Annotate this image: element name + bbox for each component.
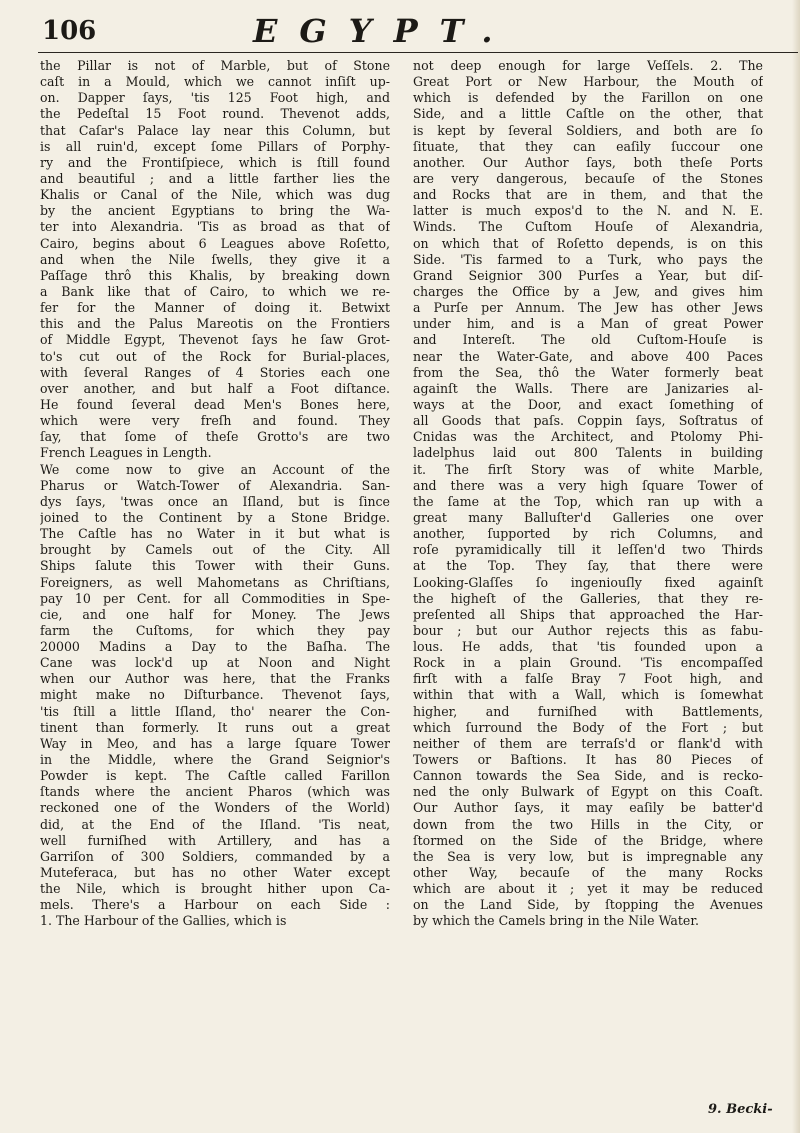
text-line: againſt the Walls. There are Janizaries al- — [413, 380, 763, 396]
text-line: and there was a very high ſquare Tower of — [413, 477, 763, 493]
text-line: within that with a Wall, which is ſomewhat — [413, 687, 763, 703]
left-text-column — [40, 58, 390, 930]
text-line: ſay, that ſome of theſe Grotto's are two — [40, 429, 390, 445]
text-line: well furniſhed with Artillery, and has a — [40, 832, 390, 848]
text-line: Winds. The Cuſtom Houſe of Alexandria, — [413, 219, 763, 235]
text-line: dys ſays, 'twas once an Iſland, but is ſince — [40, 493, 390, 509]
text-line: Looking-Glaſſes ſo ingeniouſly fixed againſt — [413, 574, 763, 590]
running-title: EGYPT. — [253, 12, 515, 50]
text-line: ned the only Bulwark of Egypt on this Coaſt. — [413, 784, 763, 800]
text-line: ſtormed on the Side of the Bridge, where — [413, 832, 763, 848]
text-line: another. Our Author ſays, both theſe Ports — [413, 154, 763, 170]
text-line: a Bank like that of Cairo, to which we re- — [40, 283, 390, 299]
text-line: which are about it ; yet it may be reduced — [413, 881, 763, 897]
text-line: in the Middle, where the Grand Seignior's — [40, 752, 390, 768]
text-line: Powder is kept. The Caſtle called Farillon — [40, 768, 390, 784]
text-line: and Intereſt. The old Cuſtom-Houſe is — [413, 332, 763, 348]
text-line: Great Port or New Harbour, the Mouth of — [413, 74, 763, 90]
text-line: lous. He adds, that 'tis founded upon a — [413, 639, 763, 655]
text-line: which is defended by the Farillon on one — [413, 90, 763, 106]
text-line: Pharus or Watch-Tower of Alexandria. San- — [40, 477, 390, 493]
text-line: and beautiful ; and a little farther lies the — [40, 170, 390, 186]
text-line: brought by Camels out of the City. All — [40, 542, 390, 558]
text-line: near the Water-Gate, and above 400 Paces — [413, 348, 763, 364]
text-line: which were very freſh and found. They — [40, 413, 390, 429]
text-line: Cairo, begins about 6 Leagues above Roſetto, — [40, 235, 390, 251]
text-line: 1. The Harbour of the Gallies, which is — [40, 913, 287, 929]
text-line: Paſſage thrô this Khalis, by breaking down — [40, 267, 390, 283]
text-line: on. Dapper ſays, 'tis 125 Foot high, and — [40, 90, 390, 106]
text-line: Our Author ſays, it may eaſily be batter'd — [413, 800, 763, 816]
text-line: mels. There's a Harbour on each Side : — [40, 897, 390, 913]
text-line: ry and the Frontiſpiece, which is ſtill found — [40, 154, 390, 170]
text-line: reckoned one of the Wonders of the World) — [40, 800, 390, 816]
text-line: ways at the Door, and exact ſomething of — [413, 396, 763, 412]
text-line: farm the Cuſtoms, for which they pay — [40, 622, 390, 638]
text-line: tinent than formerly. It runs out a great — [40, 719, 390, 735]
text-line: when our Author was here, that the Franks — [40, 671, 390, 687]
text-line: it. The firſt Story was of white Marble, — [413, 461, 763, 477]
text-line: Side. 'Tis farmed to a Turk, who pays the — [413, 251, 763, 267]
text-line: 20000 Madins a Day to the Baſha. The — [40, 639, 390, 655]
text-line: to's cut out of the Rock for Burial-places, — [40, 348, 390, 364]
text-line: with ſeveral Ranges of 4 Stories each one — [40, 364, 390, 380]
text-line: French Leagues in Length. — [40, 445, 212, 461]
text-line: might make no Diſturbance. Thevenot ſays, — [40, 687, 390, 703]
text-line: Towers or Baſtions. It has 80 Pieces of — [413, 752, 763, 768]
text-line: Cane was lock'd up at Noon and Night — [40, 655, 390, 671]
text-line: over another, and but half a Foot diſtance. — [40, 380, 390, 396]
text-line: We come now to give an Account of the — [40, 461, 390, 477]
text-line: and Rocks that are in them, and that the — [413, 187, 763, 203]
right-text-column — [413, 58, 763, 930]
page-number: 106 — [42, 16, 97, 46]
text-line: this and the Palus Mareotis on the Frontiers — [40, 316, 390, 332]
text-line: Grand Seignior 300 Purſes a Year, but diſ- — [413, 267, 763, 283]
text-line: latter is much expos'd to the N. and N. E. — [413, 203, 763, 219]
text-line: ſituate, that they can eaſily ſuccour one — [413, 138, 763, 154]
text-line: Cannon towards the Sea Side, and is recko- — [413, 768, 763, 784]
text-line: by which the Camels bring in the Nile Water. — [413, 913, 699, 929]
text-line: not deep enough for large Veſſels. 2. The — [413, 58, 763, 73]
text-line: ter into Alexandria. 'Tis as broad as that of — [40, 219, 390, 235]
text-line: Rock in a plain Ground. 'Tis encompaſſed — [413, 655, 763, 671]
text-line: from the Sea, thô the Water formerly beat — [413, 364, 763, 380]
text-line: Cnidas was the Architect, and Ptolomy Phi- — [413, 429, 763, 445]
text-line: Ships ſalute this Tower with their Guns. — [40, 558, 390, 574]
text-line: the Sea is very low, but is impregnable any — [413, 848, 763, 864]
page-edge-shadow — [792, 0, 800, 1133]
text-line: ladelphus laid out 800 Talents in building — [413, 445, 763, 461]
text-line: Garriſon of 300 Soldiers, commanded by a — [40, 848, 390, 864]
text-line: the Pillar is not of Marble, but of Stone — [40, 58, 390, 73]
text-line: Muteferaca, but has no other Water except — [40, 865, 390, 881]
text-line: down from the two Hills in the City, or — [413, 816, 763, 832]
text-line: and when the Nile ſwells, they give it a — [40, 251, 390, 267]
text-line: the Nile, which is brought hither upon Ca- — [40, 881, 390, 897]
text-line: ſtands where the ancient Pharos (which was — [40, 784, 390, 800]
text-line: is all ruin'd, except ſome Pillars of Porphy- — [40, 138, 390, 154]
catchword: 9. Becki- — [708, 1102, 773, 1117]
text-line: did, at the End of the Iſland. 'Tis neat, — [40, 816, 390, 832]
text-line: Way in Meo, and has a large ſquare Tower — [40, 735, 390, 751]
text-line: is kept by ſeveral Soldiers, and both are ſo — [413, 122, 763, 138]
text-line: preſented all Ships that approached the Har- — [413, 606, 763, 622]
text-line: neither of them are terraſs'd or flank'd with — [413, 735, 763, 751]
text-line: all Goods that paſs. Coppin ſays, Soſtratus of — [413, 413, 763, 429]
text-line: higher, and furniſhed with Battlements, — [413, 703, 763, 719]
text-line: Khalis or Canal of the Nile, which was dug — [40, 187, 390, 203]
text-line: roſe pyramidically till it leſſen'd two Thirds — [413, 542, 763, 558]
text-line: charges the Office by a Jew, and gives him — [413, 283, 763, 299]
text-line: a Purſe per Annum. The Jew has other Jews — [413, 300, 763, 316]
text-line: firſt with a falſe Bray 7 Foot high, and — [413, 671, 763, 687]
text-line: fer for the Manner of doing it. Betwixt — [40, 300, 390, 316]
text-line: by the ancient Egyptians to bring the Wa- — [40, 203, 390, 219]
text-line: that Caſar's Palace lay near this Column, but — [40, 122, 390, 138]
text-line: great many Balluſter'd Galleries one over — [413, 509, 763, 525]
text-line: bour ; but our Author rejects this as fabu- — [413, 622, 763, 638]
text-line: another, ſupported by rich Columns, and — [413, 526, 763, 542]
text-line: cie, and one half for Money. The Jews — [40, 606, 390, 622]
text-line: the Pedeſtal 15 Foot round. Thevenot adds, — [40, 106, 390, 122]
text-line: the higheſt of the Galleries, that they re- — [413, 590, 763, 606]
text-line: joined to the Continent by a Stone Bridge. — [40, 509, 390, 525]
text-line: which ſurround the Body of the Fort ; but — [413, 719, 763, 735]
text-line: Side, and a little Caſtle on the other, that — [413, 106, 763, 122]
text-line: pay 10 per Cent. for all Commodities in Spe- — [40, 590, 390, 606]
text-line: on the Land Side, by ſtopping the Avenues — [413, 897, 763, 913]
text-line: He found ſeveral dead Men's Bones here, — [40, 396, 390, 412]
text-line: at the Top. They ſay, that there were — [413, 558, 763, 574]
page-header — [38, 8, 798, 53]
text-line: the ſame at the Top, which ran up with a — [413, 493, 763, 509]
text-line: other Way, becauſe of the many Rocks — [413, 865, 763, 881]
text-line: on which that of Roſetto depends, is on this — [413, 235, 763, 251]
text-line: of Middle Egypt, Thevenot ſays he ſaw Grot- — [40, 332, 390, 348]
text-line: The Caſtle has no Water in it but what is — [40, 526, 390, 542]
text-line: under him, and is a Man of great Power — [413, 316, 763, 332]
text-line: are very dangerous, becauſe of the Stones — [413, 170, 763, 186]
text-line: Foreigners, as well Mahometans as Chriſtians, — [40, 574, 390, 590]
text-line: 'tis ſtill a little Iſland, tho' nearer the Con- — [40, 703, 390, 719]
text-line: caſt in a Mould, which we cannot inſiſt up- — [40, 74, 390, 90]
